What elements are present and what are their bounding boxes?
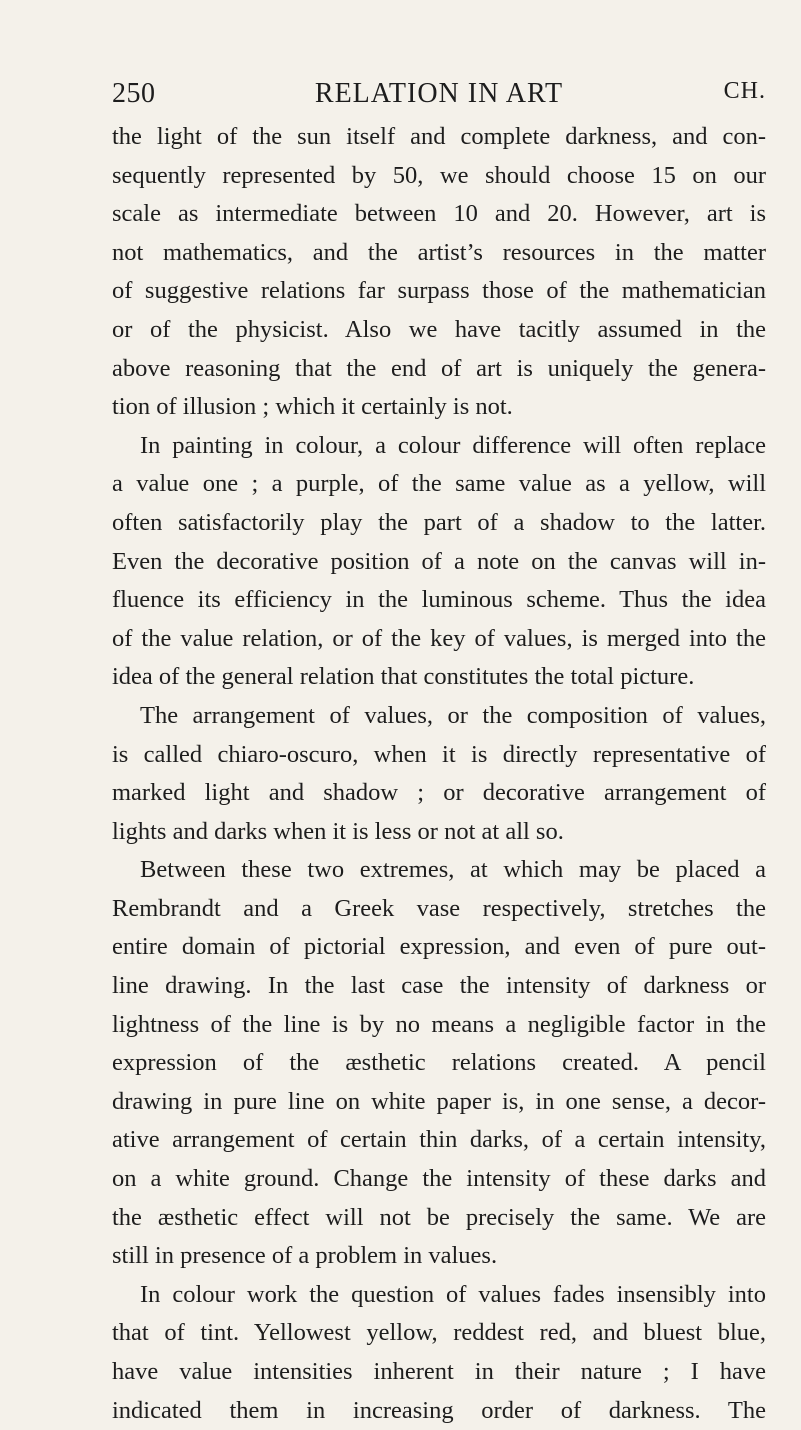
text-line: line drawing. In the last case the intensity of darkness or bbox=[112, 972, 766, 1000]
text-line: above reasoning that the end of art is uniquely the genera- bbox=[112, 354, 766, 382]
text-line: of the value relation, or of the key of values, is merged into the bbox=[112, 624, 766, 652]
text-line: is called chiaro-oscuro, when it is directly representative of bbox=[112, 740, 766, 768]
text-line: entire domain of pictorial expression, and even of pure out- bbox=[112, 933, 766, 961]
page-number: 250 bbox=[112, 78, 156, 109]
text-line: often satisfactorily play the part of a shadow to the latter. bbox=[112, 508, 766, 536]
running-head bbox=[112, 78, 766, 114]
text-line: scale as intermediate between 10 and 20. However, art is bbox=[112, 200, 766, 228]
text-line: lightness of the line is by no means a negligible factor in the bbox=[112, 1010, 766, 1038]
text-line: Between these two extremes, at which may be placed a bbox=[140, 856, 766, 884]
text-line: lights and darks when it is less or not at all so. bbox=[112, 817, 564, 845]
text-line: Even the decorative position of a note on the canvas will in- bbox=[112, 547, 766, 575]
text-line: on a white ground. Change the intensity of these darks and bbox=[112, 1165, 766, 1193]
text-line: the æsthetic effect will not be precisely the same. We are bbox=[112, 1203, 766, 1231]
text-line: still in presence of a problem in values. bbox=[112, 1242, 498, 1270]
text-line: marked light and shadow ; or decorative arrangement of bbox=[112, 779, 766, 807]
text-line: that of tint. Yellowest yellow, reddest red, and bluest blue, bbox=[112, 1319, 766, 1347]
text-line: expression of the æsthetic relations created. A pencil bbox=[112, 1049, 766, 1077]
text-line: the light of the sun itself and complete darkness, and con- bbox=[112, 123, 766, 150]
text-line: In painting in colour, a colour difference will often replace bbox=[140, 431, 766, 459]
text-line: not mathematics, and the artist’s resources in the matter bbox=[112, 238, 766, 266]
running-title: RELATION IN ART bbox=[314, 78, 564, 109]
text-line: have value intensities inherent in their nature ; I have bbox=[112, 1358, 766, 1385]
text-line: ative arrangement of certain thin darks, of a certain intensity, bbox=[112, 1126, 766, 1154]
text-line: a value one ; a purple, of the same value as a yellow, will bbox=[112, 470, 766, 498]
chapter-mark: CH. bbox=[723, 78, 766, 104]
body-text bbox=[112, 118, 766, 1430]
text-line: drawing in pure line on white paper is, in one sense, a decor- bbox=[112, 1087, 766, 1115]
text-line: of suggestive relations far surpass those of the mathematician bbox=[112, 277, 766, 305]
text-line: In colour work the question of values fades insensibly into bbox=[140, 1280, 766, 1308]
text-line: Rembrandt and a Greek vase respectively, stretches the bbox=[112, 894, 766, 922]
text-line: tion of illusion ; which it certainly is not. bbox=[112, 393, 513, 421]
text-line: fluence its efficiency in the luminous scheme. Thus the idea bbox=[112, 586, 766, 614]
text-line: The arrangement of values, or the composition of values, bbox=[140, 701, 766, 729]
text-line: idea of the general relation that constitutes the total picture. bbox=[112, 663, 695, 691]
text-line: sequently represented by 50, we should choose 15 on our bbox=[112, 161, 766, 189]
text-line: or of the physicist. Also we have tacitly assumed in the bbox=[112, 315, 766, 343]
text-line: indicated them in increasing order of darkness. The bbox=[112, 1396, 766, 1424]
